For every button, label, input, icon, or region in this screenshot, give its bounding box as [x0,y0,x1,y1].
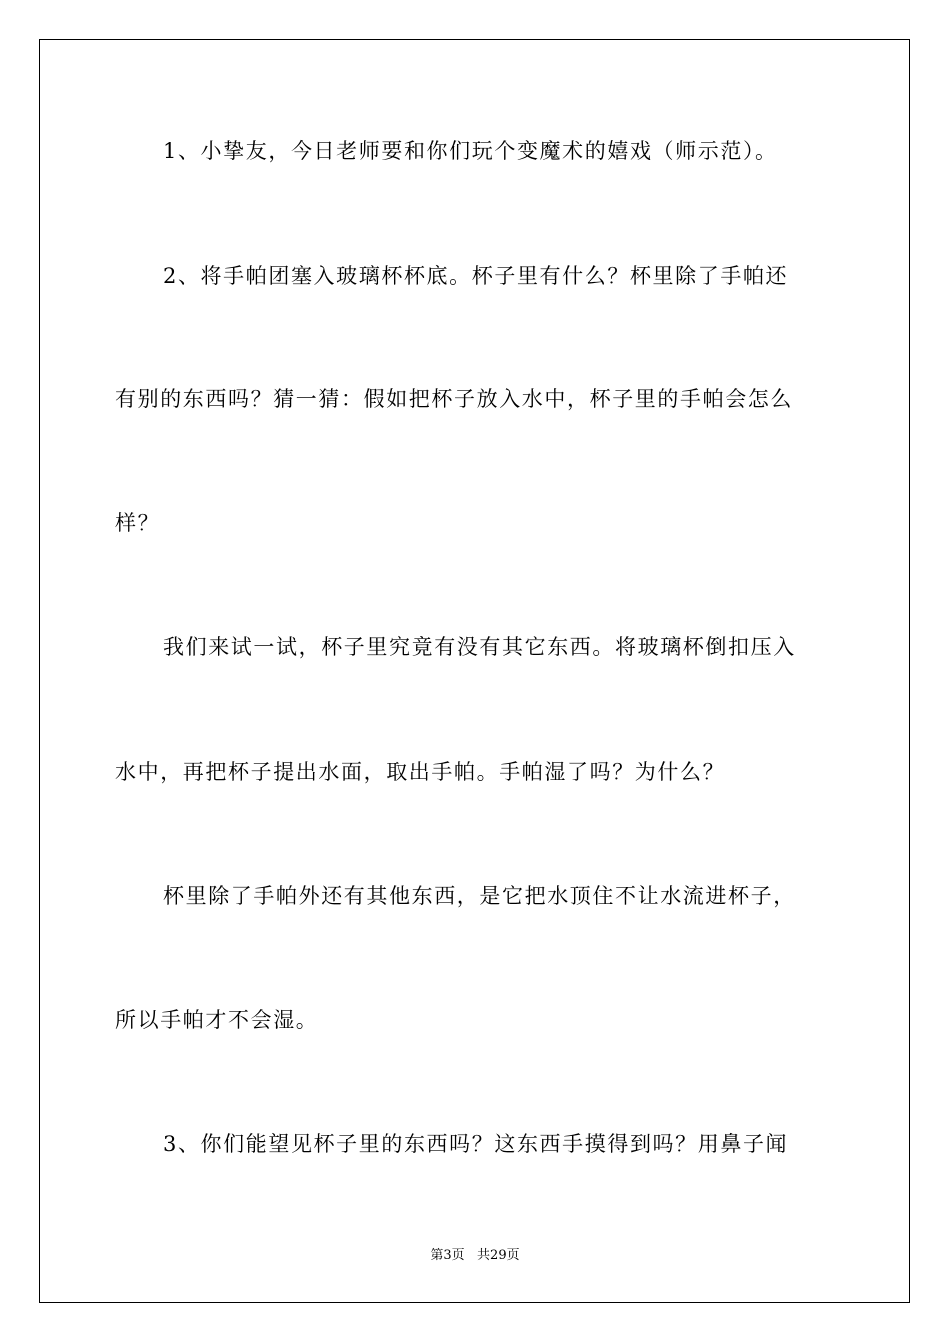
paragraph-line-7: 杯里除了手帕外还有其他东西，是它把水顶住不让水流进杯子， [163,884,796,908]
paragraph-line-3: 有别的东西吗？猜一猜：假如把杯子放入水中，杯子里的手帕会怎么 [115,387,793,411]
paragraph-line-1: 1、小挚友，今日老师要和你们玩个变魔术的嬉戏（师示范）。 [163,139,778,163]
paragraph-line-5: 我们来试一试，杯子里究竟有没有其它东西。将玻璃杯倒扣压入 [163,635,796,659]
page-number-footer: 第3页 共29页 [430,1248,520,1263]
paragraph-line-2: 2、将手帕团塞入玻璃杯杯底。杯子里有什么？杯里除了手帕还 [163,264,789,288]
paragraph-line-9: 3、你们能望见杯子里的东西吗？这东西手摸得到吗？用鼻子闻 [163,1132,789,1156]
paragraph-line-8: 所以手帕才不会湿。 [115,1008,319,1032]
page-border [39,39,910,1303]
paragraph-line-4: 样？ [115,511,161,535]
paragraph-line-6: 水中，再把杯子提出水面，取出手帕。手帕湿了吗？为什么？ [115,760,726,784]
